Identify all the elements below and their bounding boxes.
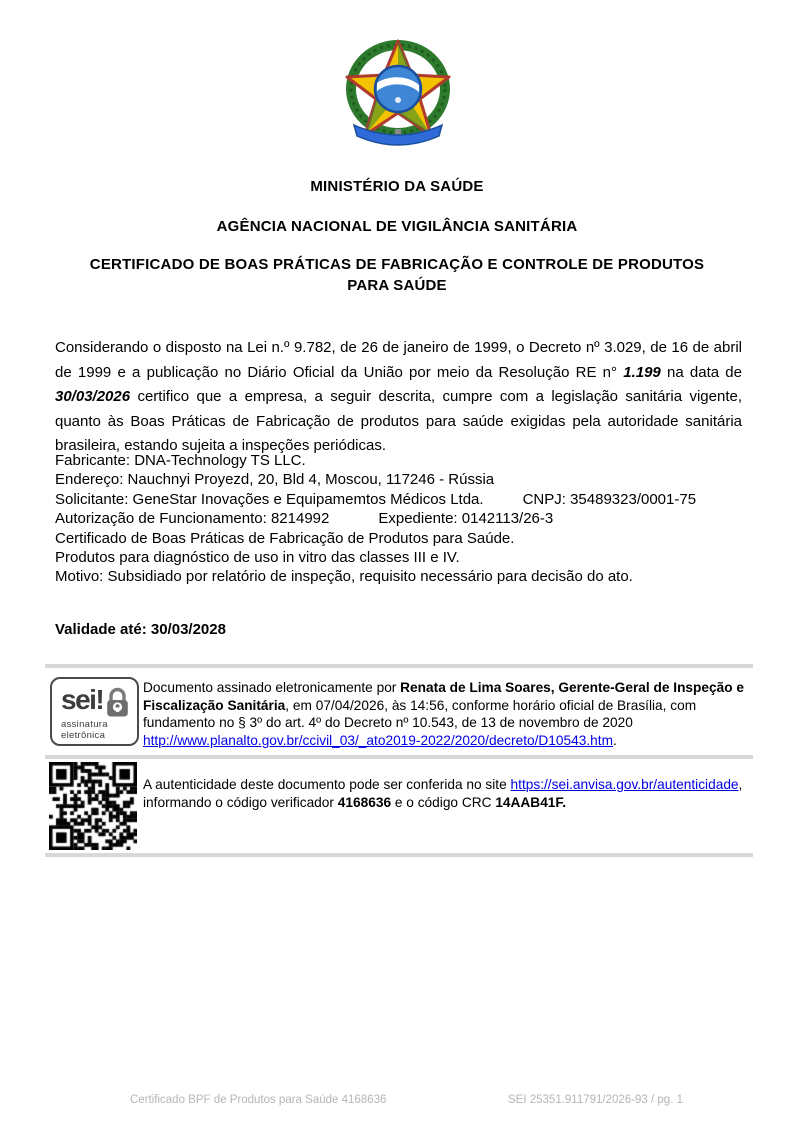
- signature-text-3: .: [613, 732, 617, 748]
- considerations-text-3: certifico que a empresa, a seguir descrita, cumpre com a legislação sanitária vigente, quanto às Boas Práticas de Fabricação de produtos para saúde exigidas pela autoridade sanitária brasileira, estando sujeita a inspeções periódicas.: [55, 388, 742, 455]
- resolution-number: 1.199: [623, 363, 661, 381]
- sei-logo-text: sei!: [61, 684, 104, 715]
- authenticity-text-3: e o código CRC: [391, 794, 496, 810]
- fabricante-line: Fabricante: DNA-Technology TS LLC.: [55, 452, 306, 469]
- autorizacao-value: Autorização de Funcionamento: 8214992: [55, 510, 330, 528]
- expediente-value: Expediente: 0142113/26-3: [378, 510, 554, 528]
- decree-link[interactable]: http://www.planalto.gov.br/ccivil_03/_ato2019-2022/2020/decreto/D10543.htm: [143, 732, 613, 748]
- certification-date: 30/03/2026: [55, 388, 131, 406]
- qr-code: [49, 762, 137, 850]
- crc-code: 14AAB41F.: [495, 794, 567, 810]
- produtos-line: Produtos para diagnóstico de uso in vitro das classes III e IV.: [55, 549, 460, 567]
- divider-middle: [45, 755, 753, 759]
- padlock-icon: [104, 687, 131, 719]
- motivo-line: Motivo: Subsidiado por relatório de inspeção, requisito necessário para decisão do ato.: [55, 568, 633, 586]
- signature-text-1: Documento assinado eletronicamente por: [143, 680, 401, 695]
- brazil-coat-of-arms: [328, 33, 468, 147]
- sei-signature-stamp: [50, 677, 139, 746]
- authenticity-text-1: A autenticidade deste documento pode ser conferida no site: [143, 777, 511, 792]
- solicitante-value: Solicitante: GeneStar Inovações e Equipamemtos Médicos Ltda.: [55, 490, 484, 508]
- considerations-text-1: Considerando o disposto na Lei n.º 9.782, de 26 de janeiro de 1999, o Decreto nº 3.029, de 16 de abril de 1999 e a publicação no Diário Oficial da União por meio da Resolução RE n°: [55, 339, 742, 381]
- details-block: [55, 451, 742, 587]
- authenticity-link[interactable]: https://sei.anvisa.gov.br/autenticidade: [510, 777, 739, 792]
- endereco-line: Endereço: Nauchnyi Proyezd, 20, Bld 4, Moscou, 117246 - Rússia: [55, 471, 495, 489]
- cnpj-value: CNPJ: 35489323/0001-75: [522, 490, 697, 508]
- authenticity-statement: [143, 776, 745, 811]
- validity-line: Validade até: 30/03/2028: [55, 621, 226, 638]
- verifier-code: 4168636: [337, 794, 392, 810]
- signature-statement: [143, 679, 745, 749]
- authenticity-text-2: , informando o código verificador: [143, 777, 743, 810]
- sei-subtitle-2: eletrônica: [61, 730, 106, 741]
- solicitante-line: [55, 490, 742, 509]
- footer-sei-number: SEI 25351.911791/2026-93 / pg. 1: [508, 1094, 683, 1106]
- sei-subtitle-1: assinatura: [61, 719, 108, 730]
- signature-text-2: , em 07/04/2026, às 14:56, conforme horário oficial de Brasília, com fundamento no § 3º do art. 4º do Decreto nº 10.543, de 13 de novembro de 2020: [143, 697, 697, 731]
- autorizacao-line: [55, 509, 742, 528]
- considerations-text-2: na data de: [660, 363, 742, 381]
- considerations-paragraph: [55, 336, 742, 459]
- divider-top: [45, 664, 753, 668]
- document-title: CERTIFICADO DE BOAS PRÁTICAS DE FABRICAÇÃO E CONTROLE DE PRODUTOS PARA SAÚDE: [89, 256, 705, 294]
- footer-document-label: Certificado BPF de Produtos para Saúde 4168636: [130, 1094, 387, 1106]
- certificado-line: Certificado de Boas Práticas de Fabricação de Produtos para Saúde.: [55, 529, 515, 547]
- agency-heading: AGÊNCIA NACIONAL DE VIGILÂNCIA SANITÁRIA: [216, 218, 578, 235]
- signer-name-role: Renata de Lima Soares, Gerente-Geral de Inspeção e Fiscalização Sanitária: [143, 680, 745, 713]
- divider-bottom: [45, 853, 753, 857]
- ministry-heading: MINISTÉRIO DA SAÚDE: [310, 178, 484, 195]
